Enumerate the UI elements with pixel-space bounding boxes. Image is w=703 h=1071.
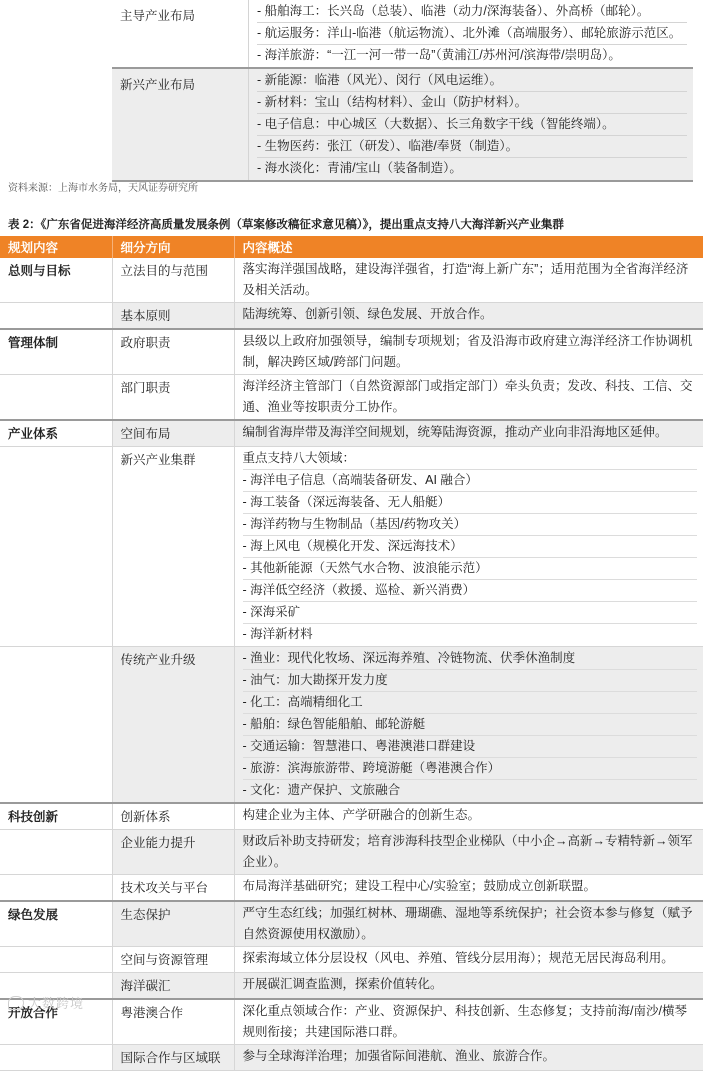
watermark-text: 大数跨境 — [28, 996, 85, 1011]
table-subcategory-cell: 空间布局 — [112, 420, 234, 447]
table-row — [0, 420, 703, 447]
table-row — [0, 258, 703, 303]
table-category-cell — [0, 830, 112, 875]
table-subcategory-cell: 传统产业升级 — [112, 647, 234, 804]
table-content-cell — [234, 999, 703, 1045]
list-item: - 深海采矿 — [243, 601, 698, 623]
table-content-cell — [234, 901, 703, 947]
table-row — [0, 973, 703, 1000]
table-subcategory-cell: 技术攻关与平台 — [112, 875, 234, 902]
table-body — [0, 258, 703, 1071]
table-row — [0, 901, 703, 947]
table-content-cell — [234, 420, 703, 447]
list-item: - 海洋药物与生物制品（基因/药物攻关） — [243, 513, 698, 535]
column-header-plan-content: 规划内容 — [0, 236, 112, 258]
table-content-cell — [234, 375, 703, 421]
list-item: 开展碳汇调查监测，探索价值转化。 — [242, 977, 443, 991]
table-row — [112, 68, 693, 181]
list-item: - 交通运输：智慧港口、粤港澳港口群建设 — [243, 735, 698, 757]
list-item: - 海工装备（深远海装备、无人船艇） — [243, 491, 698, 513]
table-category-cell — [0, 447, 112, 647]
table-category-cell — [0, 375, 112, 421]
list-item: - 海洋旅游：“一江一河一带一岛”（黄浦江/苏州河/滨海带/崇明岛）。 — [257, 44, 687, 66]
table-title: 表 2：《广东省促进海洋经济高质量发展条例（草案修改稿征求意见稿）》，提出重点支持八大海洋新兴产业集群 — [8, 219, 564, 231]
list-item: 严守生态红线；加强红树林、珊瑚礁、湿地等系统保护；社会资本参与修复（赋予自然资源使用权激励）。 — [242, 906, 693, 941]
list-item: 重点支持八大领域： — [242, 451, 356, 465]
list-item: - 生物医药：张江（研发）、临港/奉贤（制造）。 — [257, 135, 687, 157]
watermark — [8, 993, 84, 1012]
list-item: - 新材料：宝山（结构材料）、金山（防护材料）。 — [257, 91, 687, 113]
table-content-cell — [249, 0, 694, 68]
list-item: 编制省海岸带及海洋空间规划，统筹陆海资源，推动产业向非沿海地区延伸。 — [242, 425, 668, 439]
table-row — [0, 875, 703, 902]
list-item: - 渔业：现代化牧场、深远海养殖、冷链物流、伏季休渔制度 — [242, 651, 576, 665]
table-category-cell: 总则与目标 — [0, 258, 112, 303]
table-subcategory-cell: 创新体系 — [112, 803, 234, 830]
table-subcategory-cell: 政府职责 — [112, 329, 234, 375]
table-content-cell — [234, 303, 703, 330]
list-item: 陆海统筹、创新引领、绿色发展、开放合作。 — [242, 307, 493, 321]
list-item: - 其他新能源（天然气水合物、波浪能示范） — [243, 557, 698, 579]
table-subcategory-cell: 企业能力提升 — [112, 830, 234, 875]
table-content-cell — [234, 973, 703, 1000]
list-item: - 海洋新材料 — [243, 623, 698, 645]
list-item: 深化重点领域合作：产业、资源保护、科技创新、生态修复；支持前海/南沙/横琴规则衔接；共建国际港口群。 — [242, 1004, 687, 1039]
list-item: - 文化：遗产保护、文旅融合 — [243, 779, 698, 801]
list-item: - 船舶海工：长兴岛（总装）、临港（动力/深海装备）、外高桥（邮轮）。 — [257, 4, 650, 18]
list-item: 海洋经济主管部门（自然资源部门或指定部门）牵头负责；发改、科技、工信、交通、渔业等按职责分工协作。 — [242, 379, 693, 414]
table-subcategory-cell: 部门职责 — [112, 375, 234, 421]
list-item: - 新能源：临港（风光）、闵行（风电运维）。 — [257, 73, 503, 87]
table-content-cell — [249, 68, 694, 181]
table-content-cell — [234, 947, 703, 973]
table-row — [0, 447, 703, 647]
table-category-cell: 产业体系 — [0, 420, 112, 447]
table-subcategory-cell: 海洋碳汇 — [112, 973, 234, 1000]
table-subcategory-cell: 粤港澳合作 — [112, 999, 234, 1045]
table-subcategory-cell: 新兴产业布局 — [112, 68, 249, 181]
list-item: 参与全球海洋治理；加强省际间港航、渔业、旅游合作。 — [242, 1049, 556, 1063]
list-item: - 电子信息：中心城区（大数据）、长三角数字干线（智能终端）。 — [257, 113, 687, 135]
list-item: - 油气：加大勘探开发力度 — [243, 669, 698, 691]
table-subcategory-cell: 空间与资源管理 — [112, 947, 234, 973]
table-row — [0, 947, 703, 973]
list-item: - 海洋电子信息（高端装备研发、AI 融合） — [243, 469, 698, 491]
list-item: - 化工：高端精细化工 — [243, 691, 698, 713]
table-subcategory-cell: 生态保护 — [112, 901, 234, 947]
table-row — [112, 0, 693, 68]
table-content-cell — [234, 647, 703, 804]
list-item: 落实海洋强国战略，建设海洋强省，打造“海上新广东”；适用范围为全省海洋经济及相关活动。 — [242, 262, 689, 297]
table-category-cell — [0, 303, 112, 330]
table-category-cell: 绿色发展 — [0, 901, 112, 947]
table-category-cell — [0, 875, 112, 902]
table-subcategory-cell: 主导产业布局 — [112, 0, 249, 68]
list-item: 布局海洋基础研究；建设工程中心/实验室；鼓励成立创新联盟。 — [242, 879, 596, 893]
list-item: - 海水淡化：青浦/宝山（装备制造）。 — [257, 157, 687, 179]
list-item: 财政后补助支持研发；培育涉海科技型企业梯队（中小企→高新→专精特新→领军企业）。 — [242, 834, 693, 869]
table-content-cell — [234, 1045, 703, 1071]
column-header-overview: 内容概述 — [234, 236, 703, 258]
table-content-cell — [234, 329, 703, 375]
table-subcategory-cell: 基本原则 — [112, 303, 234, 330]
source-note: 资料来源：上海市水务局，天风证券研究所 — [8, 183, 198, 194]
table-content-cell — [234, 830, 703, 875]
table-category-cell: 开放合作 — [0, 999, 112, 1045]
table-row — [0, 375, 703, 421]
table-subcategory-cell: 立法目的与范围 — [112, 258, 234, 303]
list-item: - 海上风电（规模化开发、深远海技术） — [243, 535, 698, 557]
table-row — [0, 303, 703, 330]
table-category-cell: 科技创新 — [0, 803, 112, 830]
table-category-cell — [0, 1045, 112, 1071]
table-category-cell: 管理体制 — [0, 329, 112, 375]
table-category-cell — [0, 947, 112, 973]
table-content-cell — [234, 447, 703, 647]
chat-bubble-icon — [8, 996, 24, 1010]
table-row — [0, 999, 703, 1045]
table-subcategory-cell: 新兴产业集群 — [112, 447, 234, 647]
list-item: - 航运服务：洋山-临港（航运物流）、北外滩（高端服务）、邮轮旅游示范区。 — [257, 22, 687, 44]
table-content-cell — [234, 875, 703, 902]
table-row — [0, 1045, 703, 1071]
table-row — [0, 329, 703, 375]
table-subcategory-cell: 国际合作与区域联 — [112, 1045, 234, 1071]
list-item: - 旅游：滨海旅游带、跨境游艇（粤港澳合作） — [243, 757, 698, 779]
table-row — [0, 830, 703, 875]
industry-layout-table-continued — [112, 0, 693, 182]
table-row — [0, 647, 703, 804]
table-content-cell — [234, 258, 703, 303]
guangdong-marine-economy-table — [0, 236, 703, 1071]
table-category-cell — [0, 647, 112, 804]
table-row — [0, 803, 703, 830]
list-item: - 海洋低空经济（救援、巡检、新兴消费） — [243, 579, 698, 601]
list-item: 构建企业为主体、产学研融合的创新生态。 — [242, 808, 481, 822]
list-item: 探索海域立体分层设权（风电、养殖、管线分层用海）；规范无居民海岛利用。 — [242, 951, 674, 965]
column-header-sub-direction: 细分方向 — [112, 236, 234, 258]
list-item: - 船舶：绿色智能船舶、邮轮游艇 — [243, 713, 698, 735]
list-item: 县级以上政府加强领导，编制专项规划；省及沿海市政府建立海洋经济工作协调机制，解决跨区域/跨部门问题。 — [242, 334, 693, 369]
table-content-cell — [234, 803, 703, 830]
table-header-row — [0, 236, 703, 258]
